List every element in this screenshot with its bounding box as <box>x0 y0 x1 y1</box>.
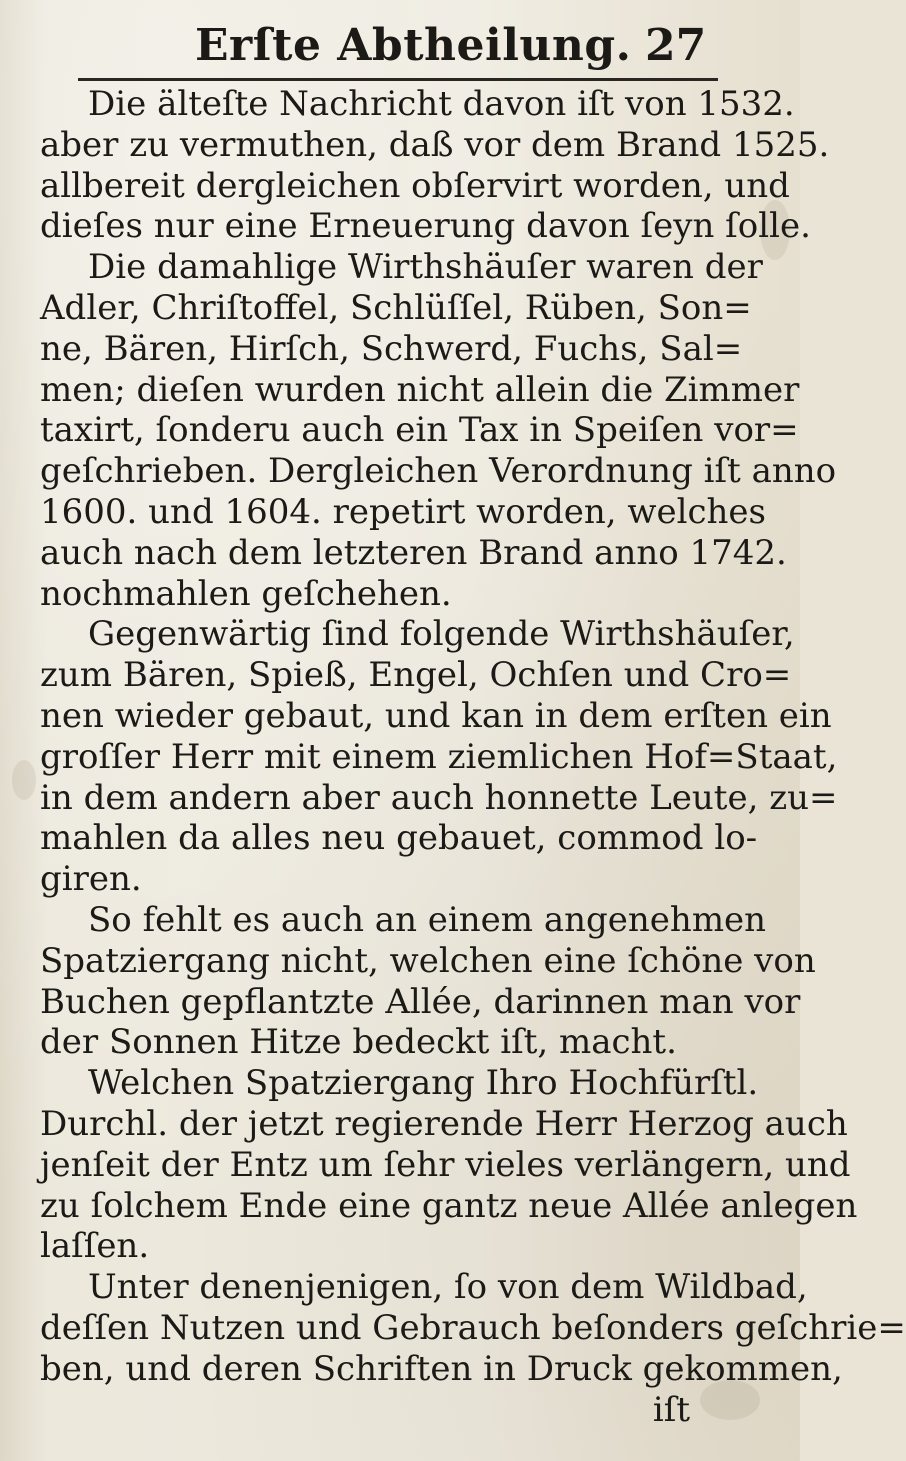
text-line: taxirt, ſonderu auch ein Tax in Speiſen vor= <box>40 410 799 451</box>
text-line: jenſeit der Entz um ſehr vieles verlängern, und <box>40 1144 851 1185</box>
paper-stain <box>12 760 36 800</box>
text-line: Gegenwärtig ſind folgende Wirthshäuſer, <box>88 614 795 655</box>
header-rule <box>78 78 718 81</box>
text-line: Die älteſte Nachricht davon iſt von 1532. <box>88 84 795 124</box>
text-line: zum Bären, Spieß, Engel, Ochſen und Cro= <box>40 655 792 696</box>
text-line: So fehlt es auch an einem angenehmen <box>88 899 767 940</box>
body-text <box>40 84 906 1430</box>
text-line: aber zu vermuthen, daß vor dem Brand 1525. <box>40 124 830 165</box>
text-line: nochmahlen geſchehen. <box>40 573 452 614</box>
text-line: nen wieder gebaut, und kan in dem erſten ein <box>40 695 832 736</box>
text-line: Adler, Chriſtoffel, Schlüſſel, Rüben, Son= <box>40 287 752 328</box>
text-line: zu ſolchem Ende eine gantz neue Allée anlegen <box>40 1185 858 1226</box>
text-line: mahlen da alles neu gebauet, commod lo- <box>40 818 758 859</box>
page-header <box>0 18 800 78</box>
running-title: Erſte Abtheilung. <box>195 20 632 71</box>
text-line: Welchen Spatziergang Ihro Hochfürſtl. <box>88 1063 759 1104</box>
page-number: 27 <box>645 20 707 71</box>
text-line: 1600. und 1604. repetirt worden, welches <box>40 491 767 532</box>
text-line: Die damahlige Wirthshäuſer waren der <box>88 247 763 288</box>
catchword: iſt <box>652 1389 690 1430</box>
text-line: allbereit dergleichen obſervirt worden, und <box>40 165 790 206</box>
text-line: giren. <box>40 859 142 900</box>
text-line: Durchl. der jetzt regierende Herr Herzog auch <box>40 1103 848 1144</box>
text-line: Buchen gepflantzte Allée, darinnen man vor <box>40 981 801 1022</box>
text-line: auch nach dem letzteren Brand anno 1742. <box>40 532 787 573</box>
text-line: ben, und deren Schriften in Druck gekommen, <box>40 1348 843 1389</box>
text-line: der Sonnen Hitze bedeckt iſt, macht. <box>40 1022 677 1063</box>
text-line: ne, Bären, Hirſch, Schwerd, Fuchs, Sal= <box>40 328 743 369</box>
text-line: dieſes nur eine Erneuerung davon ſeyn ſolle. <box>40 206 811 247</box>
text-line: geſchrieben. Dergleichen Verordnung iſt anno <box>40 451 837 492</box>
text-line: Unter denenjenigen, ſo von dem Wildbad, <box>88 1267 808 1308</box>
text-line: groſſer Herr mit einem ziemlichen Hof=Staat, <box>40 736 838 777</box>
text-line: Spatziergang nicht, welchen eine ſchöne von <box>40 940 816 981</box>
text-line: in dem andern aber auch honnette Leute, zu= <box>40 777 838 818</box>
text-line: deſſen Nutzen und Gebrauch beſonders geſchrie= <box>40 1307 906 1348</box>
text-line: men; dieſen wurden nicht allein die Zimmer <box>40 369 800 410</box>
text-line: laſſen. <box>40 1226 150 1267</box>
